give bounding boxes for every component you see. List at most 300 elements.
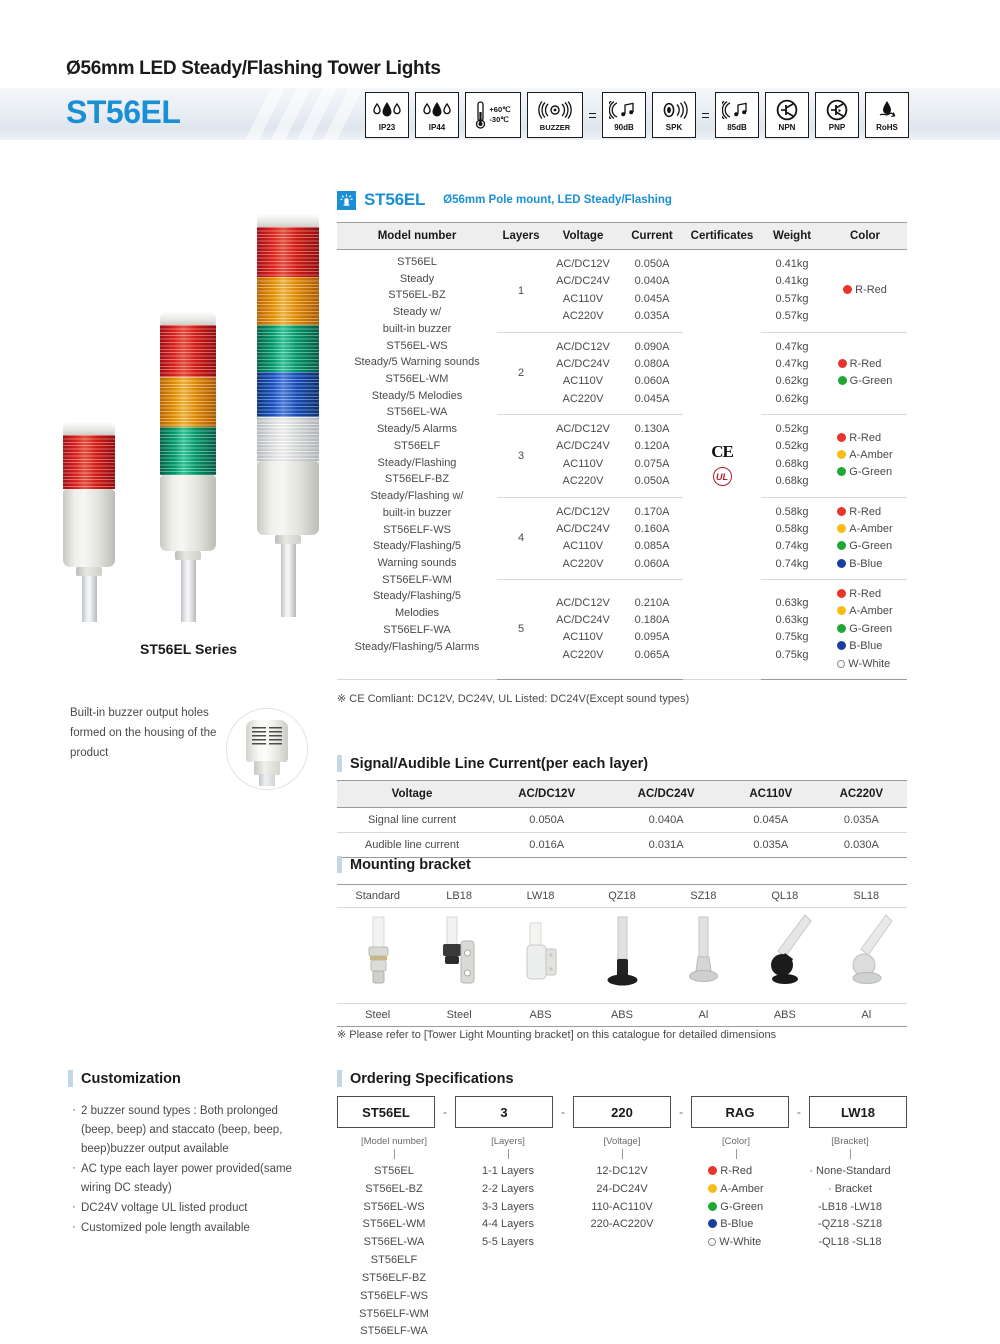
layers-value: 5 — [497, 580, 545, 680]
weight-list — [761, 332, 823, 415]
current-list — [621, 580, 683, 680]
text-line: Steady — [399, 272, 435, 285]
text-line: Steady/5 Melodies — [371, 389, 463, 402]
text-line: 0.040A — [634, 275, 670, 288]
option-item: ST56ELF-WS — [360, 1289, 428, 1302]
text-line: 0.74kg — [775, 557, 809, 570]
text-line: Steady w/ — [392, 306, 442, 319]
bracket-image-lb18 — [418, 908, 499, 1004]
tower-5-layer — [257, 214, 319, 622]
color-label: A-Amber — [849, 449, 893, 462]
text-line: 0.120A — [634, 440, 670, 453]
col-model-number: Model number — [337, 223, 497, 250]
bracket-material: Steel — [418, 1004, 499, 1027]
color-swatch-green-icon — [837, 467, 846, 476]
text-line: 0.045A — [634, 392, 670, 405]
color-label: W-White — [848, 657, 891, 670]
text-line: 0.74kg — [775, 540, 809, 553]
voltage-list — [545, 580, 621, 680]
color-swatch-white-icon — [708, 1238, 716, 1246]
ordering-heading-label: Ordering Specifications — [350, 1070, 514, 1087]
tower-3-layer — [160, 312, 216, 622]
pnp-icon — [815, 92, 859, 138]
color-label: G-Green — [849, 622, 893, 635]
text-line: built-in buzzer — [382, 322, 452, 335]
buzzer-detail-photo — [226, 708, 308, 790]
option-list — [708, 1163, 763, 1252]
certificates-cell — [683, 250, 761, 680]
model-number-list — [337, 250, 497, 680]
customization-list — [72, 1102, 302, 1239]
color-swatch-green-icon — [837, 541, 846, 550]
text-line: Warning sounds — [377, 556, 457, 569]
bracket-name: Standard — [337, 885, 418, 908]
text-line: 0.52kg — [775, 423, 809, 435]
color-item — [837, 521, 892, 538]
text-line: AC110V — [562, 631, 604, 644]
specification-table — [337, 222, 907, 680]
color-item — [843, 282, 887, 299]
text-line: 0.57kg — [775, 292, 809, 305]
bracket-name: QL18 — [744, 885, 825, 908]
option-label: A-Amber — [720, 1182, 764, 1195]
text-line: 0.62kg — [775, 375, 809, 388]
text-line: 0.170A — [634, 505, 670, 518]
col-certificates: Certificates — [683, 223, 761, 250]
option-item: 3-3 Layers — [482, 1200, 534, 1213]
col-acdc12v: AC/DC12V — [487, 781, 606, 808]
cell-value: 0.030A — [816, 833, 907, 858]
option-item — [708, 1181, 763, 1199]
text-line: Steady/Flashing/5 — [372, 590, 462, 603]
bracket-material: Steel — [337, 1004, 418, 1027]
text-line: 0.75kg — [775, 648, 809, 661]
bracket-material: ABS — [500, 1004, 581, 1027]
bracket-name: SZ18 — [663, 885, 744, 908]
stem-line — [850, 1149, 851, 1159]
lens-blue — [257, 372, 319, 417]
tower-housing — [160, 475, 216, 551]
tower-1-layer — [63, 422, 115, 622]
order-box-layers[interactable]: 3 — [455, 1096, 553, 1128]
color-swatch-red-icon — [837, 433, 846, 442]
col-layers: Layers — [497, 223, 545, 250]
voltage-list — [545, 250, 621, 333]
text-line: AC/DC24V — [556, 440, 610, 453]
option-item: ST56EL-BZ — [365, 1182, 423, 1195]
text-line: Melodies — [394, 607, 440, 620]
option-item — [708, 1163, 763, 1181]
signal-heading-label: Signal/Audible Line Current(per each layer) — [350, 755, 649, 772]
bracket-image-lw18 — [500, 908, 581, 1004]
text-line: AC/DC24V — [556, 275, 610, 288]
table-row — [337, 250, 907, 333]
order-box-model[interactable]: ST56EL — [337, 1096, 435, 1128]
color-label: R-Red — [849, 505, 882, 518]
color-swatch-red-icon — [837, 589, 846, 598]
signal-current-table — [337, 780, 907, 858]
order-box-bracket[interactable]: LW18 — [809, 1096, 907, 1128]
bracket-name: LW18 — [500, 885, 581, 908]
bracket-image-standard — [337, 908, 418, 1004]
text-line: ST56EL-WM — [385, 373, 449, 386]
color-label: G-Green — [849, 375, 893, 388]
text-line: 0.68kg — [775, 475, 809, 488]
chevron-watermark-icon — [245, 88, 375, 140]
option-item: · Bracket — [827, 1182, 872, 1195]
option-item: ST56EL-WA — [363, 1236, 425, 1249]
ordering-option-columns — [337, 1136, 907, 1341]
text-line: 0.57kg — [775, 310, 809, 323]
option-item — [708, 1234, 763, 1252]
text-line: 0.095A — [634, 631, 670, 644]
text-line: 0.210A — [634, 596, 670, 609]
col-ac220v: AC220V — [816, 781, 907, 808]
stem-line — [736, 1149, 737, 1159]
bracket-image-row — [337, 908, 907, 1004]
cell-value: 0.016A — [487, 833, 606, 858]
stem-line — [622, 1149, 623, 1159]
color-swatch-amber-icon — [837, 606, 846, 615]
current-list — [621, 497, 683, 580]
ul-mark-icon: UL — [713, 467, 732, 486]
text-line: 0.180A — [634, 614, 670, 627]
lens-amber — [160, 377, 216, 427]
color-item — [837, 638, 892, 655]
order-box-color[interactable]: RAG — [691, 1096, 789, 1128]
text-line: ST56EL-BZ — [388, 289, 446, 302]
text-line: 0.58kg — [775, 505, 809, 518]
text-line: 0.62kg — [775, 392, 809, 405]
color-item — [837, 621, 892, 638]
ordering-heading — [337, 1070, 514, 1087]
text-line: 0.58kg — [775, 522, 809, 535]
option-list — [565, 1163, 679, 1234]
cell-value: 0.040A — [606, 808, 725, 833]
text-line: 0.050A — [634, 258, 670, 270]
color-label: R-Red — [849, 431, 882, 444]
layers-value: 4 — [497, 497, 545, 580]
col-weight: Weight — [761, 223, 823, 250]
text-line: 0.035A — [634, 310, 670, 323]
mounting-bracket-table — [337, 884, 907, 1027]
model-code: ST56EL — [66, 94, 181, 130]
temp-min-label: -30℃ — [489, 115, 509, 124]
table-header-row — [337, 223, 907, 250]
color-item — [838, 373, 893, 390]
sound-level-icon-85db — [715, 92, 759, 138]
color-item — [837, 447, 892, 464]
option-item: · None-Standard — [809, 1165, 891, 1177]
text-line: 0.065A — [634, 648, 670, 661]
text-line: AC220V — [562, 310, 604, 323]
text-line: 0.63kg — [775, 596, 809, 609]
pole-collar — [275, 535, 301, 544]
color-item — [837, 430, 892, 447]
color-label: G-Green — [849, 540, 893, 553]
weight-list — [761, 580, 823, 680]
ce-mark-icon: CE — [711, 442, 733, 462]
tower-cap — [160, 312, 216, 325]
text-line: AC/DC12V — [556, 340, 610, 353]
text-line: 0.130A — [634, 423, 670, 435]
order-separator: - — [797, 1105, 801, 1119]
text-line: Steady/Flashing/5 — [372, 540, 462, 553]
stem-line — [394, 1149, 395, 1159]
tower-pole — [82, 576, 97, 622]
option-item — [708, 1199, 763, 1217]
text-line: built-in buzzer — [382, 506, 452, 519]
option-item: ST56ELF-WA — [360, 1325, 428, 1338]
color-swatch-red-icon — [843, 285, 852, 294]
color-item — [837, 586, 892, 603]
option-label: W-White — [719, 1236, 762, 1249]
tower-housing — [257, 461, 319, 535]
text-line: 0.41kg — [775, 275, 809, 288]
tower-pole — [181, 560, 196, 622]
rohs-label: RoHS — [876, 123, 898, 132]
text-line: AC110V — [562, 540, 604, 553]
text-line: 0.075A — [634, 457, 670, 470]
color-item — [837, 504, 892, 521]
color-item — [837, 603, 892, 620]
color-swatch-blue-icon — [837, 641, 846, 650]
color-item — [837, 464, 892, 481]
weight-list — [761, 415, 823, 498]
color-cell — [823, 250, 907, 333]
text-line: ST56ELF-WS — [383, 523, 451, 536]
color-label: R-Red — [849, 357, 882, 370]
lens-red — [160, 325, 216, 377]
table-header-row — [337, 781, 907, 808]
option-item: ST56EL-WS — [363, 1200, 425, 1213]
product-description: Ø56mm Pole mount, LED Steady/Flashing — [443, 194, 672, 206]
lens-white — [257, 417, 319, 461]
tower-light-icon — [337, 191, 356, 210]
product-heading — [337, 190, 672, 210]
layers-value: 2 — [497, 332, 545, 415]
order-box-voltage[interactable]: 220 — [573, 1096, 671, 1128]
bracket-material-row — [337, 1004, 907, 1027]
text-line: 0.090A — [634, 340, 670, 353]
color-swatch-blue-icon — [837, 559, 846, 568]
text-line: 0.160A — [634, 522, 670, 535]
cell-value: 0.045A — [726, 808, 816, 833]
stem-line — [508, 1149, 509, 1159]
color-cell — [823, 497, 907, 580]
bracket-name-row — [337, 885, 907, 908]
color-label: A-Amber — [849, 605, 893, 618]
color-label: B-Blue — [849, 640, 883, 653]
color-list — [838, 356, 893, 391]
option-item: 2-2 Layers — [482, 1182, 534, 1195]
text-line: AC220V — [562, 648, 604, 661]
temperature-range-icon — [465, 92, 521, 138]
tower-housing — [63, 489, 115, 567]
option-item: 24-DC24V — [596, 1182, 648, 1195]
option-item: 4-4 Layers — [482, 1218, 534, 1231]
product-code: ST56EL — [364, 190, 426, 209]
product-photo-group — [55, 212, 345, 622]
lens-red — [257, 227, 319, 277]
color-swatch-red-icon — [708, 1166, 717, 1175]
text-line: ST56ELF — [393, 439, 441, 452]
text-line: 0.75kg — [775, 631, 809, 644]
buzzer-output-holes — [252, 727, 282, 746]
lens-green — [257, 325, 319, 372]
sound-level-label: 90dB — [614, 123, 634, 132]
text-line: AC/DC24V — [556, 614, 610, 627]
text-line: 0.045A — [634, 292, 670, 305]
text-line: AC/DC12V — [556, 505, 610, 518]
voltage-list — [545, 415, 621, 498]
color-cell — [823, 415, 907, 498]
order-separator: - — [679, 1105, 683, 1119]
speaker-icon — [652, 92, 696, 138]
customization-heading — [68, 1070, 181, 1087]
bracket-image-ql18 — [744, 908, 825, 1004]
option-item — [708, 1216, 763, 1234]
color-swatch-white-icon — [837, 660, 845, 668]
cell-value: 0.035A — [816, 808, 907, 833]
ip-rating-icon-ip44 — [415, 92, 459, 138]
text-line: 0.41kg — [775, 258, 809, 270]
text-line: AC220V — [562, 392, 604, 405]
text-line: 0.080A — [634, 357, 670, 370]
color-swatch-amber-icon — [837, 524, 846, 533]
ip-rating-label: IP44 — [428, 123, 446, 132]
column-tag: [Model number] — [360, 1136, 427, 1147]
text-line: 0.050A — [634, 475, 670, 488]
option-item: -LB18 -LW18 — [818, 1200, 882, 1213]
option-label: B-Blue — [720, 1218, 754, 1231]
sound-level-icon-90db — [602, 92, 646, 138]
lens-red — [63, 435, 115, 489]
option-item: 1-1 Layers — [482, 1165, 534, 1177]
npn-icon — [765, 92, 809, 138]
text-line: 0.060A — [634, 375, 670, 388]
text-line: ST56ELF-WM — [382, 573, 452, 586]
color-swatch-green-icon — [837, 624, 846, 633]
text-line: Steady/Flashing w/ — [370, 490, 464, 503]
text-line: ST56EL-WS — [386, 339, 448, 352]
bracket-image-sz18 — [663, 908, 744, 1004]
color-list — [837, 586, 892, 673]
text-line: 0.060A — [634, 557, 670, 570]
col-color: Color — [823, 223, 907, 250]
color-label: B-Blue — [849, 557, 883, 570]
option-item: ST56ELF-BZ — [361, 1271, 427, 1284]
color-cell — [823, 580, 907, 680]
option-item: 5-5 Layers — [482, 1236, 534, 1249]
color-swatch-amber-icon — [708, 1184, 717, 1193]
option-item: -QZ18 -SZ18 — [817, 1218, 883, 1231]
option-list — [337, 1163, 451, 1341]
bracket-section-heading — [337, 856, 471, 873]
color-label: R-Red — [849, 588, 882, 600]
bracket-material: Al — [826, 1004, 907, 1027]
text-line: AC/DC12V — [556, 258, 610, 270]
text-line: AC/DC12V — [556, 423, 610, 435]
text-line: Steady/Flashing — [377, 456, 457, 469]
rohs-icon — [865, 92, 909, 138]
column-tag: [Layers] — [491, 1136, 525, 1147]
ordering-code-boxes — [337, 1096, 907, 1128]
color-item — [838, 356, 893, 373]
color-swatch-blue-icon — [708, 1219, 717, 1228]
option-item: ST56ELF-WM — [359, 1307, 429, 1320]
table-row — [337, 833, 907, 858]
ordering-column-voltage — [565, 1136, 679, 1341]
color-list — [837, 504, 892, 574]
text-line: Steady/Flashing/5 Alarms — [354, 640, 480, 653]
table-row — [337, 808, 907, 833]
option-item: 12-DC12V — [596, 1165, 648, 1177]
option-list — [793, 1163, 907, 1252]
order-separator: - — [561, 1105, 565, 1119]
column-tag: [Bracket] — [831, 1136, 869, 1147]
text-line: Steady/5 Alarms — [376, 423, 458, 436]
text-line: ST56ELF-WA — [383, 623, 451, 636]
option-item: ST56EL — [374, 1165, 414, 1177]
text-line: 0.47kg — [775, 357, 809, 370]
list-item: · 2 buzzer sound types : Both prolonged (beep, beep) and staccato (beep, beep, beep)buzzer output available — [72, 1102, 302, 1159]
tower-cap — [63, 422, 115, 435]
buzzer-neck — [254, 761, 280, 775]
row-label: Signal line current — [337, 808, 487, 833]
option-label: R-Red — [720, 1165, 753, 1177]
text-line: ST56ELF-BZ — [384, 473, 450, 486]
pnp-label: PNP — [828, 123, 846, 132]
temp-max-label: +60℃ — [489, 104, 511, 114]
color-cell — [823, 332, 907, 415]
lens-amber — [257, 277, 319, 325]
buzzer-note: Built-in buzzer output holes formed on the housing of the product — [70, 707, 217, 759]
color-label: R-Red — [855, 284, 887, 297]
text-line: AC220V — [562, 475, 604, 488]
text-line: AC220V — [562, 557, 604, 570]
voltage-list — [545, 332, 621, 415]
cell-value: 0.031A — [606, 833, 725, 858]
option-item: -QL18 -SL18 — [818, 1236, 882, 1249]
bracket-image-qz18 — [581, 908, 662, 1004]
option-item: 110-AC110V — [591, 1200, 653, 1213]
list-item: · DC24V voltage UL listed product — [72, 1199, 302, 1218]
text-line: 0.63kg — [775, 614, 809, 627]
buzzer-label: BUZZER — [539, 123, 571, 133]
color-item — [837, 556, 892, 573]
color-swatch-amber-icon — [837, 450, 846, 459]
color-item — [837, 656, 892, 673]
option-item: ST56EL-WM — [362, 1218, 426, 1231]
bracket-material: ABS — [581, 1004, 662, 1027]
npn-label: NPN — [778, 123, 796, 132]
text-line: AC110V — [562, 457, 604, 470]
lens-green — [160, 427, 216, 475]
bracket-image-sl18 — [826, 908, 907, 1004]
series-caption: ST56EL Series — [140, 641, 238, 657]
text-line: AC/DC24V — [556, 522, 610, 535]
col-voltage: Voltage — [545, 223, 621, 250]
speaker-label: SPK — [665, 123, 683, 132]
color-swatch-red-icon — [837, 507, 846, 516]
bracket-heading-label: Mounting bracket — [350, 856, 471, 873]
col-current: Current — [621, 223, 683, 250]
color-item — [837, 538, 892, 555]
customization-heading-label: Customization — [81, 1070, 181, 1087]
bracket-name: QZ18 — [581, 885, 662, 908]
weight-list — [761, 250, 823, 333]
